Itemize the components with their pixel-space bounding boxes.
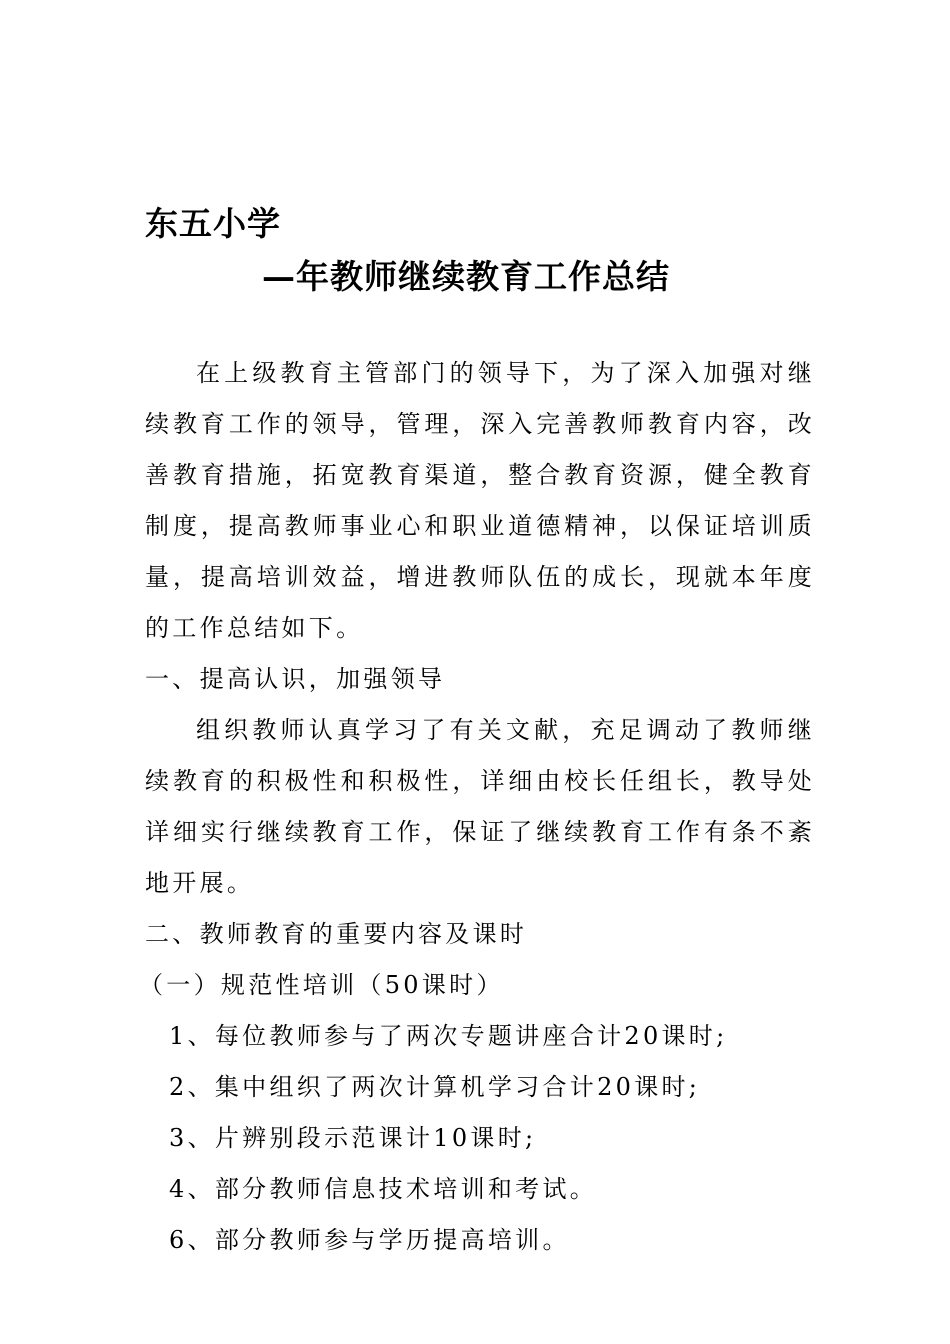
list-item: 6、部分教师参与学历提高培训。 <box>169 1226 570 1254</box>
document-title-school: 东五小学 <box>145 204 281 243</box>
section-1-heading: 一、提高认识，加强领导 <box>145 665 446 693</box>
list-item: 4、部分教师信息技术培训和考试。 <box>169 1175 598 1203</box>
section-1-paragraph: 组织教师认真学习了有关文献，充足调动了教师继续教育的积极性和积极性，详细由校长任组长，教导处详细实行继续教育工作，保证了继续教育工作有条不紊地开展。 <box>145 716 815 897</box>
list-item: 3、片辨别段示范课计10课时; <box>169 1124 537 1152</box>
list-item: 1、每位教师参与了两次专题讲座合计20课时; <box>169 1022 728 1050</box>
section-2-heading: 二、教师教育的重要内容及课时 <box>145 920 528 948</box>
document-title-summary: —年教师继续教育工作总结 <box>262 257 670 296</box>
document-body <box>139 348 815 1266</box>
list-item: 2、集中组织了两次计算机学习合计20课时; <box>169 1073 701 1101</box>
intro-paragraph: 在上级教育主管部门的领导下，为了深入加强对继续教育工作的领导，管理，深入完善教师教育内容，改善教育措施，拓宽教育渠道，整合教育资源，健全教育制度，提高教师事业心和职业道德精神，以保证培训质量，提高培训效益，增进教师队伍的成长，现就本年度的工作总结如下。 <box>145 359 815 642</box>
section-2-sub-heading: （一）规范性培训（50课时） <box>139 971 504 999</box>
